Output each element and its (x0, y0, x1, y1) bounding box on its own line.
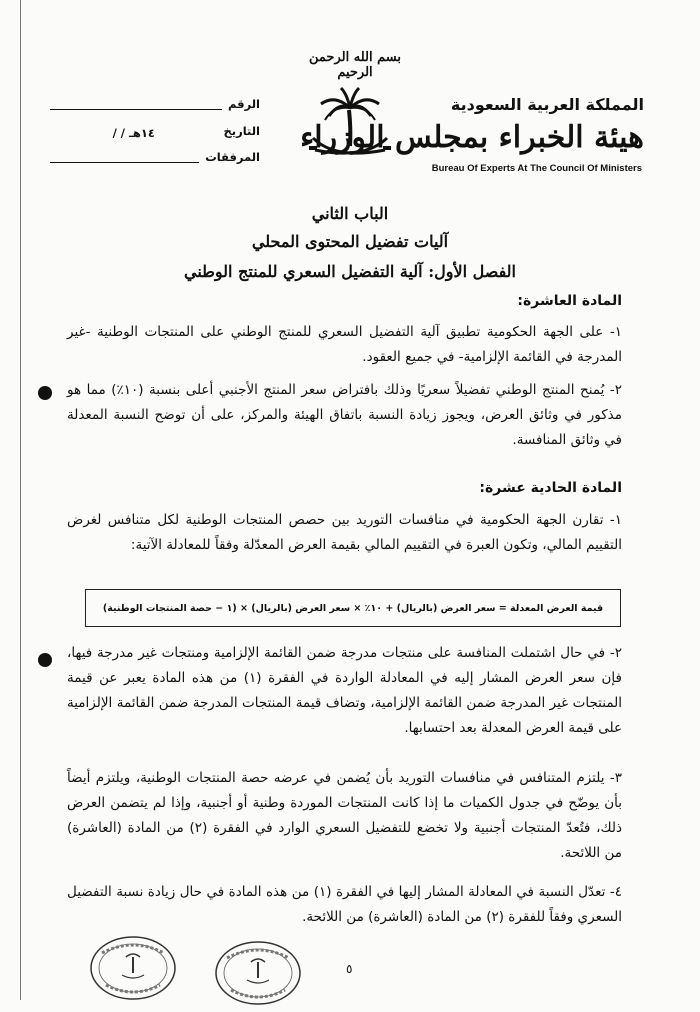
reference-field (50, 97, 260, 111)
attachments-field (50, 150, 260, 164)
margin-bullet (38, 653, 52, 667)
margin-bullet (38, 386, 52, 400)
basmala-calligraphy: بسم الله الرحمن الرحيم (309, 50, 401, 80)
date-label: التاريخ (223, 124, 260, 138)
article-11-item-2: ٢- في حال اشتملت المنافسة على منتجات مدرجة ضمن القائمة الإلزامية ومنتجات غير مدرجة فيها، فإن سعر العرض المشار إليه في المعادلة الواردة في الفقرة (١) من هذه المادة يعبر عن قيمة المنتجات غير المدرجة ضمن القائمة الإلزامية، وتضاف قيمة المنتجات المدرجة ضمن القائمة الإلزامية على قيمة العرض المعدلة بعد احتسابها. (67, 645, 622, 736)
date-value: / / ١٤هـ (112, 126, 155, 140)
date-field (50, 124, 260, 138)
article-10-item-1: ١- على الجهة الحكومية تطبيق آلية التفضيل السعري للمنتج الوطني على المنتجات الوطنية -غير المدرجة في القائمة الإلزامية- في جميع العقود. (67, 324, 622, 365)
official-stamp-left (88, 933, 178, 1003)
page-number: ٥ (346, 962, 353, 976)
article-11-item-1: ١- تقارن الجهة الحكومية في منافسات التوريد بين حصص المنتجات الوطنية لكل متنافس لغرض التقييم المالي، وتكون العبرة في التقييم المالي بقيمة العرض المعدّلة وفقاً للمعادلة الآتية: (67, 512, 622, 553)
article-10-title: المادة العاشرة: (517, 293, 622, 309)
official-stamp-right (213, 938, 303, 1008)
scan-border-line (20, 0, 21, 1000)
formula-box: قيمة العرض المعدلة = سعر العرض (بالريال) + ١٠٪ × سعر العرض (بالريال) × (١ − حصة المنتجات الوطنية) (85, 589, 621, 627)
attachments-label: المرفقات (205, 150, 260, 164)
reference-label: الرقم (228, 97, 260, 111)
reference-line (50, 99, 222, 110)
article-11-item-4: ٤- تعدّل النسبة في المعادلة المشار إليها في الفقرة (١) من هذه المادة في حال زيادة نسبة التفضيل السعري وفقاً للفقرة (٢) من المادة (العاشرة) من اللائحة. (67, 884, 622, 925)
article-10-item-2: ٢- يُمنح المنتج الوطني تفضيلاً سعريًا وذلك بافتراض سعر المنتج الأجنبي أعلى بنسبة (١٠٪) مما هو مذكور في وثائق العرض، ويجوز زيادة النسبة باتفاق الهيئة والمركز، على أن توضح النسبة المعدلة في وثائق المنافسة. (67, 382, 623, 448)
part-title: الباب الثاني (311, 204, 389, 223)
article-11-item-3: ٣- يلتزم المتنافس في منافسات التوريد بأن يُضمن في عرضه حصة المنتجات الوطنية، ويلتزم أيضاً بأن يوضّح في جدول الكميات ما إذا كانت المنتجات الموردة وطنية أو أجنبية، وإذا لم يتضمن العرض ذلك، فتُعدّ المنتجات أجنبية ولا تخضع للتفضيل السعري الوارد في الفقرة (٢) من المادة (العاشرة) من اللائحة. (67, 770, 622, 861)
org-name-arabic: المملكة العربية السعودية (450, 95, 644, 114)
attachments-line (50, 152, 199, 163)
bureau-name-english: Bureau Of Experts At The Council Of Ministers (431, 163, 642, 174)
part-subtitle: آليات تفضيل المحتوى المحلي (251, 232, 449, 251)
bureau-name-arabic: هيئة الخبراء بمجلس الوزراء (300, 120, 644, 155)
section-title: الفصل الأول: آلية التفضيل السعري للمنتج الوطني (184, 262, 516, 281)
article-11-title: المادة الحادية عشرة: (479, 480, 622, 496)
